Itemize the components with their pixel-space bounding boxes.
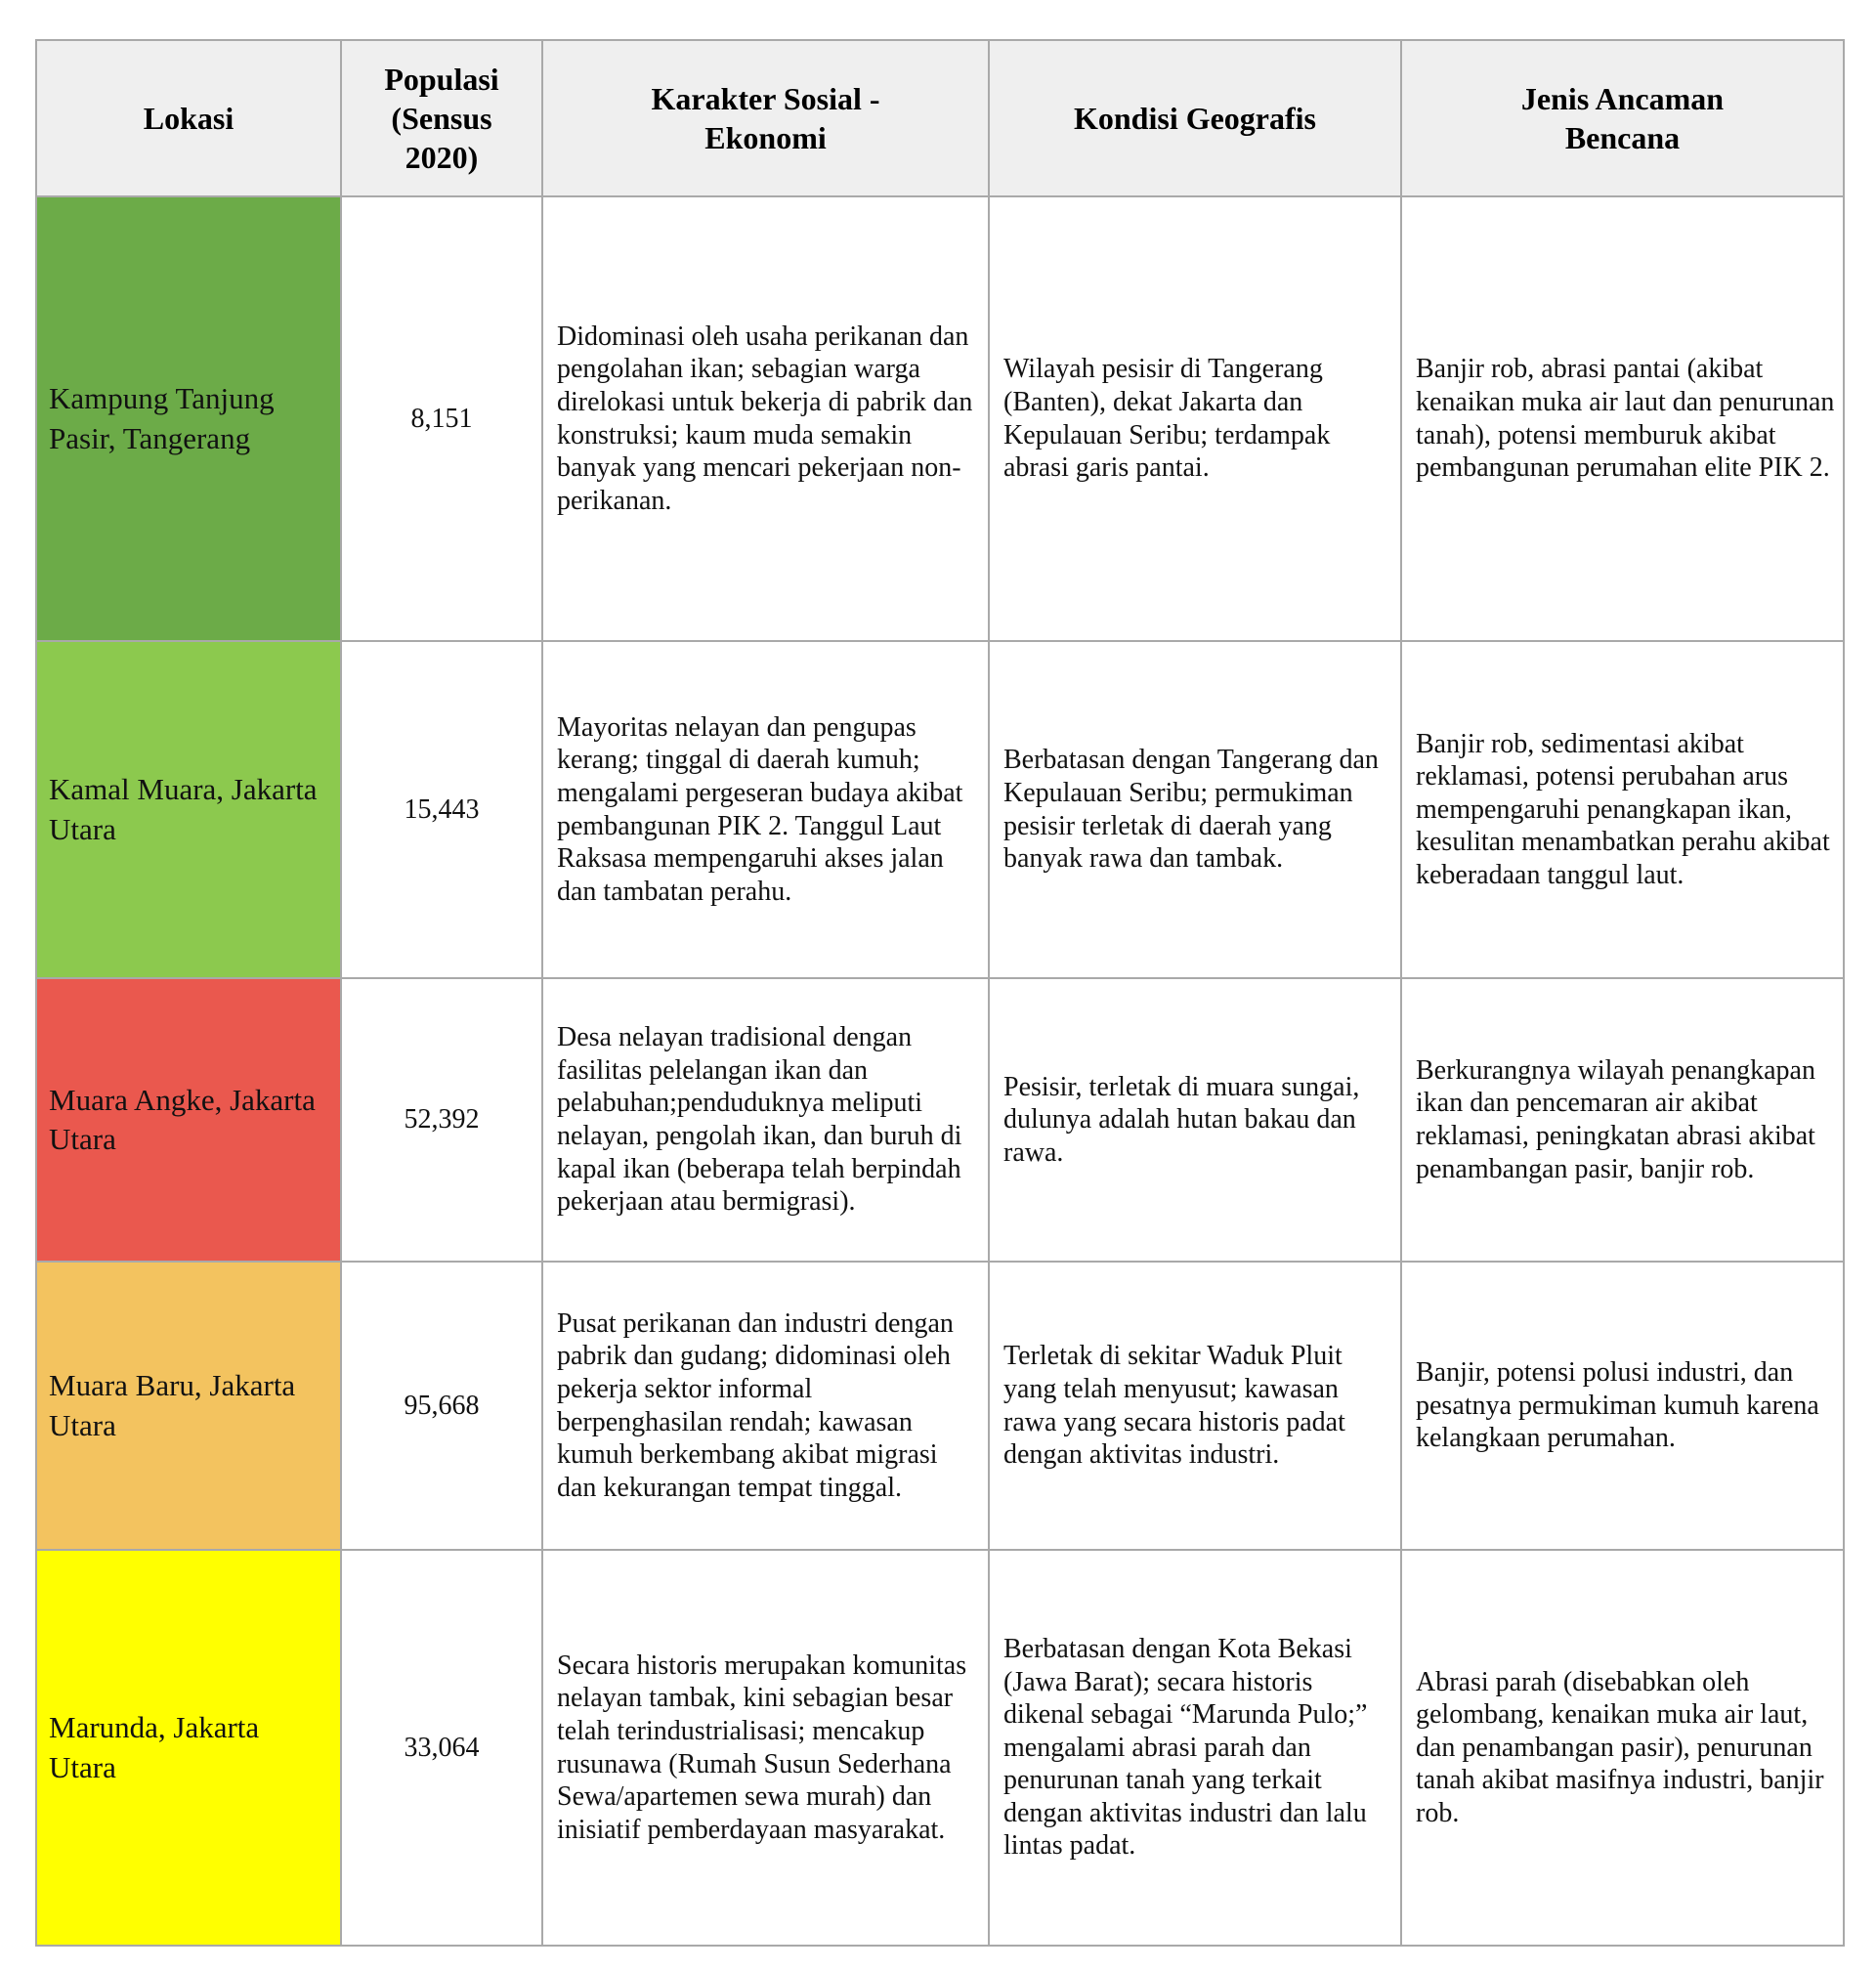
column-header-label: Kondisi Geografis <box>1073 101 1316 136</box>
table-row <box>36 196 1844 641</box>
cell-kondisi-geografis: Berbatasan dengan Tangerang dan Kepulauan Seribu; permukiman pesisir terletak di daerah yang banyak rawa dan tambak. <box>989 641 1401 978</box>
cell-populasi: 8,151 <box>341 196 542 641</box>
cell-jenis-ancaman-bencana: Banjir rob, sedimentasi akibat reklamasi, potensi perubahan arus mempengaruhi penangkapan ikan, kesulitan menambatkan perahu akibat keberadaan tanggul laut. <box>1401 641 1844 978</box>
cell-lokasi: Kamal Muara, Jakarta Utara <box>36 641 341 978</box>
cell-lokasi: Muara Baru, Jakarta Utara <box>36 1262 341 1550</box>
column-header-label: Populasi (Sensus 2020) <box>384 62 499 175</box>
column-header-label: Karakter Sosial - Ekonomi <box>651 81 880 155</box>
cell-populasi: 52,392 <box>341 978 542 1262</box>
cell-karakter-sosial-ekonomi: Desa nelayan tradisional dengan fasilitas pelelangan ikan dan pelabuhan;penduduknya meliputi nelayan, pengolah ikan, dan buruh di kapal ikan (beberapa telah berpindah pekerjaan atau bermigrasi). <box>542 978 989 1262</box>
header-row <box>36 40 1844 196</box>
cell-karakter-sosial-ekonomi: Didominasi oleh usaha perikanan dan pengolahan ikan; sebagian warga direlokasi untuk bekerja di pabrik dan konstruksi; kaum muda semakin banyak yang mencari pekerjaan non-perikanan. <box>542 196 989 641</box>
cell-jenis-ancaman-bencana: Banjir rob, abrasi pantai (akibat kenaikan muka air laut dan penurunan tanah), potensi memburuk akibat pembangunan perumahan elite PIK 2. <box>1401 196 1844 641</box>
cell-kondisi-geografis: Terletak di sekitar Waduk Pluit yang telah menyusut; kawasan rawa yang secara historis padat dengan aktivitas industri. <box>989 1262 1401 1550</box>
cell-kondisi-geografis: Pesisir, terletak di muara sungai, dulunya adalah hutan bakau dan rawa. <box>989 978 1401 1262</box>
column-header-populasi <box>341 40 542 196</box>
column-header-lokasi <box>36 40 341 196</box>
cell-lokasi: Marunda, Jakarta Utara <box>36 1550 341 1946</box>
table-row <box>36 1550 1844 1946</box>
table-row <box>36 1262 1844 1550</box>
cell-lokasi: Muara Angke, Jakarta Utara <box>36 978 341 1262</box>
cell-karakter-sosial-ekonomi: Pusat perikanan dan industri dengan pabrik dan gudang; didominasi oleh pekerja sektor informal berpenghasilan rendah; kawasan kumuh berkembang akibat migrasi dan kekurangan tempat tinggal. <box>542 1262 989 1550</box>
column-header-label: Jenis Ancaman Bencana <box>1520 81 1725 155</box>
cell-kondisi-geografis: Berbatasan dengan Kota Bekasi (Jawa Barat); secara historis dikenal sebagai “Marunda Pulo;” mengalami abrasi parah dan penurunan tanah yang terkait dengan aktivitas industri dan lalu lintas padat. <box>989 1550 1401 1946</box>
cell-populasi: 33,064 <box>341 1550 542 1946</box>
cell-lokasi: Kampung Tanjung Pasir, Tangerang <box>36 196 341 641</box>
cell-populasi: 95,668 <box>341 1262 542 1550</box>
cell-jenis-ancaman-bencana: Abrasi parah (disebabkan oleh gelombang, kenaikan muka air laut, dan penambangan pasir), penurunan tanah akibat masifnya industri, banjir rob. <box>1401 1550 1844 1946</box>
cell-karakter-sosial-ekonomi: Secara historis merupakan komunitas nelayan tambak, kini sebagian besar telah terindustrialisasi; mencakup rusunawa (Rumah Susun Sederhana Sewa/apartemen sewa murah) dan inisiatif pemberdayaan masyarakat. <box>542 1550 989 1946</box>
table-row <box>36 978 1844 1262</box>
column-header-karakter-sosial-ekonomi <box>542 40 989 196</box>
column-header-kondisi-geografis <box>989 40 1401 196</box>
cell-kondisi-geografis: Wilayah pesisir di Tangerang (Banten), dekat Jakarta dan Kepulauan Seribu; terdampak abrasi garis pantai. <box>989 196 1401 641</box>
cell-jenis-ancaman-bencana: Banjir, potensi polusi industri, dan pesatnya permukiman kumuh karena kelangkaan perumahan. <box>1401 1262 1844 1550</box>
cell-jenis-ancaman-bencana: Berkurangnya wilayah penangkapan ikan dan pencemaran air akibat reklamasi, peningkatan abrasi akibat penambangan pasir, banjir rob. <box>1401 978 1844 1262</box>
cell-populasi: 15,443 <box>341 641 542 978</box>
table-row <box>36 641 1844 978</box>
column-header-label: Lokasi <box>143 101 234 136</box>
column-header-jenis-ancaman-bencana <box>1401 40 1844 196</box>
coastal-communities-table <box>35 39 1845 1947</box>
cell-karakter-sosial-ekonomi: Mayoritas nelayan dan pengupas kerang; tinggal di daerah kumuh; mengalami pergeseran budaya akibat pembangunan PIK 2. Tanggul Laut Raksasa mempengaruhi akses jalan dan tambatan perahu. <box>542 641 989 978</box>
